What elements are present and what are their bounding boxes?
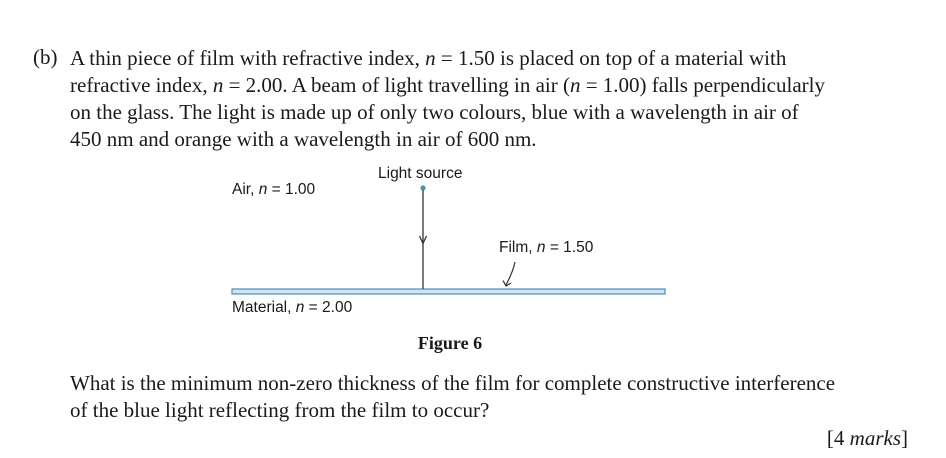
film-pointer-arrow: [506, 262, 515, 285]
film-layer: [232, 289, 665, 294]
paragraph-line-3: on the glass. The light is made up of only two colours, blue with a wavelength in air of: [70, 100, 799, 124]
part-label: (b): [33, 45, 58, 69]
marks-indicator: [4 marks]: [826, 426, 908, 450]
prompt-line-1: What is the minimum non-zero thickness of the film for complete constructive interference: [70, 371, 836, 395]
film-label: Film, n = 1.50: [499, 239, 594, 256]
light-source-point: [420, 185, 425, 190]
figure-caption: Figure 6: [417, 333, 483, 353]
prompt-line-2: of the blue light reflecting from the film to occur?: [70, 398, 490, 422]
question-prompt: [70, 370, 930, 424]
paragraph-line-1: A thin piece of film with refractive index, n = 1.50 is placed on top of a material with: [70, 46, 787, 70]
paragraph-line-2: refractive index, n = 2.00. A beam of light travelling in air (n = 1.00) falls perpendicularly: [70, 73, 825, 97]
material-label: Material, n = 2.00: [232, 299, 353, 316]
light-source-label: Light source: [378, 165, 463, 182]
paragraph-line-4: 450 nm and orange with a wavelength in air of 600 nm.: [70, 127, 537, 151]
air-label: Air, n = 1.00: [232, 181, 316, 198]
